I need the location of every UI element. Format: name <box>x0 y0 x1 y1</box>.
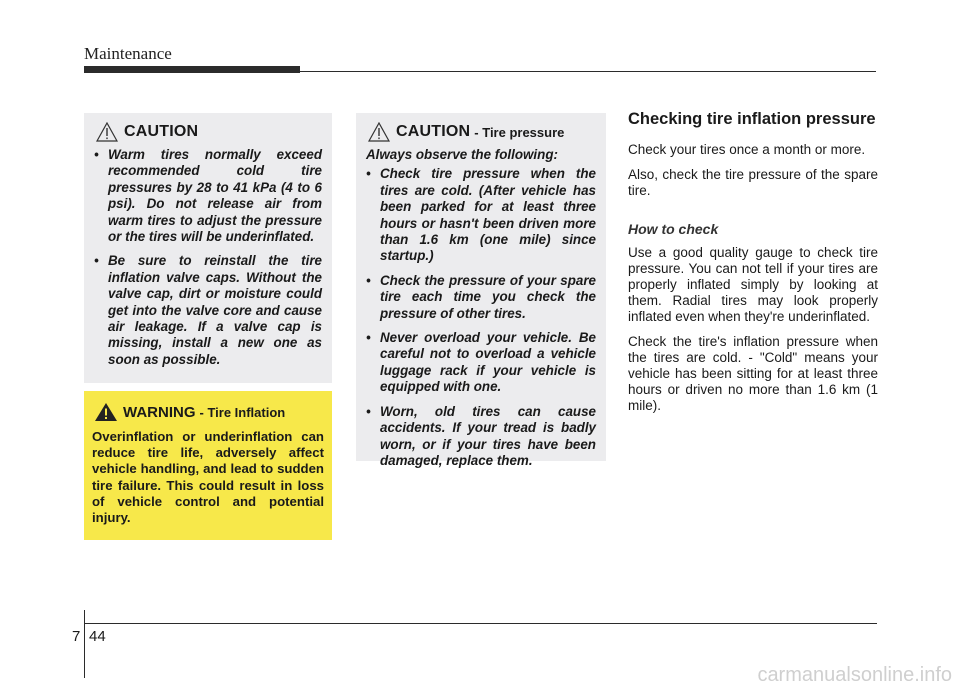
caution-box-middle <box>356 113 606 468</box>
paragraph: Check your tires once a month or more. <box>628 142 866 157</box>
caution-intro: Always observe the following: <box>366 147 558 162</box>
caution-header <box>94 121 322 143</box>
caution-body <box>94 147 322 368</box>
watermark: carmanualsonline.info <box>757 664 952 686</box>
caution-subtitle: - Tire pressure <box>474 124 565 140</box>
caution-bullet: • Be sure to reinstall the tire inflation valve caps. Without the valve cap, dirt or moisture could get into the valve core and cause air leakage. If a valve cap is missing, install a new one as soon as possible. <box>94 253 322 368</box>
caution-bullet: • Check the pressure of your spare tire each time you check the pressure of other tires. <box>366 273 596 322</box>
tire-pressure-section <box>628 111 878 423</box>
caution-box-left <box>84 113 332 383</box>
caution-triangle-icon <box>96 122 118 142</box>
chapter-number: 7 <box>72 628 81 645</box>
section-heading: Checking tire inflation pressure <box>628 110 876 128</box>
caution-triangle-icon <box>368 122 390 142</box>
footer-vertical-rule <box>84 610 85 678</box>
paragraph: Check the tire's inflation pressure when the tires are cold. - "Cold" means your vehicle has been sitting for at least three hours or driven no more than 1.6 km (1 mile). <box>628 334 878 413</box>
caution-bullet: • Check tire pressure when the tires are cold. (After vehicle has been parked for at least three hours or hasn't been driven more than 1.6 km (one mile) since startup.) <box>366 166 596 264</box>
paragraph: Also, check the tire pressure of the spare tire. <box>628 167 878 198</box>
caution-title: CAUTION <box>396 123 471 140</box>
warning-header <box>92 401 324 423</box>
caution-bullet: • Never overload your vehicle. Be careful not to overload a vehicle luggage rack if your vehicle is equipped with one. <box>366 330 596 396</box>
footer-horizontal-rule <box>84 623 877 624</box>
warning-title: WARNING <box>123 403 196 421</box>
paragraph: Use a good quality gauge to check tire pressure. You can not tell if your tires are properly inflated simply by looking at them. Radial tires may look properly inflated even when they're underinflated. <box>628 245 878 324</box>
caution-bullet: • Warm tires normally exceed recommended cold tire pressures by 28 to 41 kPa (4 to 6 psi). Do not release air from warm tires to adjust the pressure or the tires will be underinflated. <box>94 147 322 245</box>
warning-body: Overinflation or underinflation can reduce tire life, adversely affect vehicle handling, and lead to sudden tire failure. This could result in loss of vehicle control and potential injury. <box>92 429 324 526</box>
header-rule <box>300 71 876 72</box>
subheading-how-to-check: How to check <box>628 221 719 237</box>
page-header-title: Maintenance <box>84 44 172 63</box>
caution-title: CAUTION <box>124 123 199 140</box>
warning-triangle-icon <box>94 402 118 422</box>
warning-box <box>84 391 332 540</box>
caution-body <box>366 147 596 469</box>
header-bar <box>84 66 300 73</box>
caution-header <box>366 121 596 143</box>
caution-bullet: • Worn, old tires can cause accidents. If your tread is badly worn, or if your tires have been damaged, replace them. <box>366 404 596 470</box>
warning-subtitle: - Tire Inflation <box>199 404 286 420</box>
page-number: 44 <box>89 628 106 645</box>
